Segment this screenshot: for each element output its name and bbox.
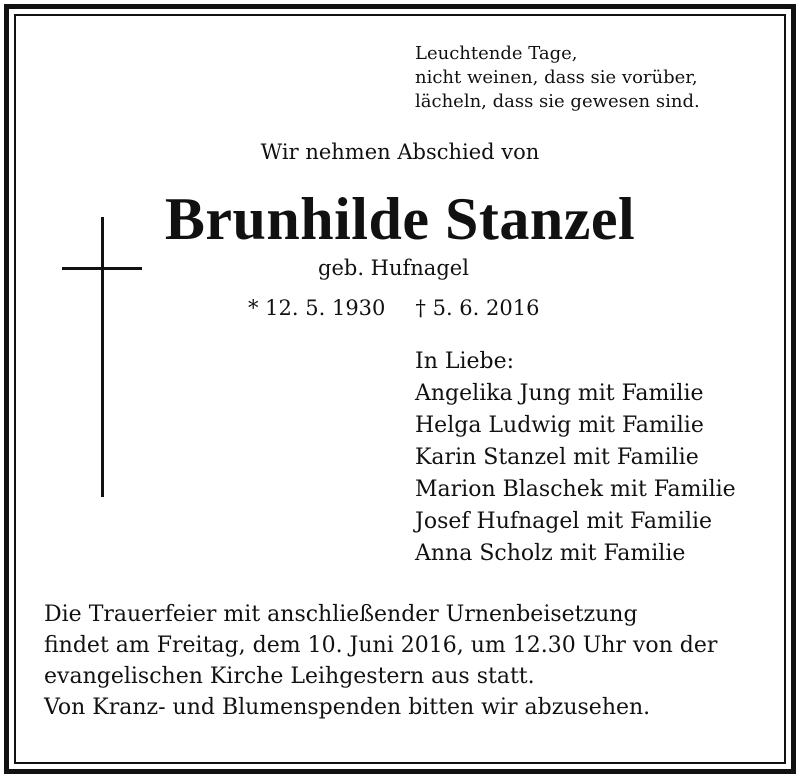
mourner-entry: Josef Hufnagel mit Familie	[415, 509, 713, 534]
poem-line: lächeln, dass sie gewesen sind.	[415, 91, 700, 112]
notice-line: Von Kranz- und Blumenspenden bitten wir abzusehen.	[44, 695, 651, 720]
mourner-entry: Helga Ludwig mit Familie	[415, 413, 704, 438]
mourner-entry: Karin Stanzel mit Familie	[415, 445, 699, 470]
mourners-list	[415, 346, 736, 570]
mourner-entry: Anna Scholz mit Familie	[415, 541, 686, 566]
mourners-heading: In Liebe:	[415, 349, 515, 374]
cross-icon-vertical-bar	[101, 217, 104, 497]
life-dates	[248, 296, 539, 320]
funeral-notice	[44, 599, 717, 723]
notice-line: evangelischen Kirche Leihgestern aus statt.	[44, 664, 535, 689]
poem-line: nicht weinen, dass sie vorüber,	[415, 67, 698, 88]
mourner-entry: Angelika Jung mit Familie	[415, 381, 704, 406]
poem	[415, 42, 700, 114]
farewell-intro	[0, 140, 800, 164]
deceased-name: Brunhilde Stanzel	[164, 186, 636, 252]
notice-line: Die Trauerfeier mit anschließender Urnenbeisetzung	[44, 602, 638, 627]
mourner-entry: Marion Blaschek mit Familie	[415, 477, 736, 502]
maiden-name: geb. Hufnagel	[318, 256, 469, 280]
birth-date: * 12. 5. 1930	[248, 296, 386, 320]
poem-line: Leuchtende Tage,	[415, 43, 578, 64]
farewell-intro-text: Wir nehmen Abschied von	[260, 140, 540, 164]
cross-icon-horizontal-bar	[62, 267, 142, 270]
death-date: † 5. 6. 2016	[415, 296, 540, 320]
notice-line: findet am Freitag, dem 10. Juni 2016, um 12.30 Uhr von der	[44, 633, 718, 658]
